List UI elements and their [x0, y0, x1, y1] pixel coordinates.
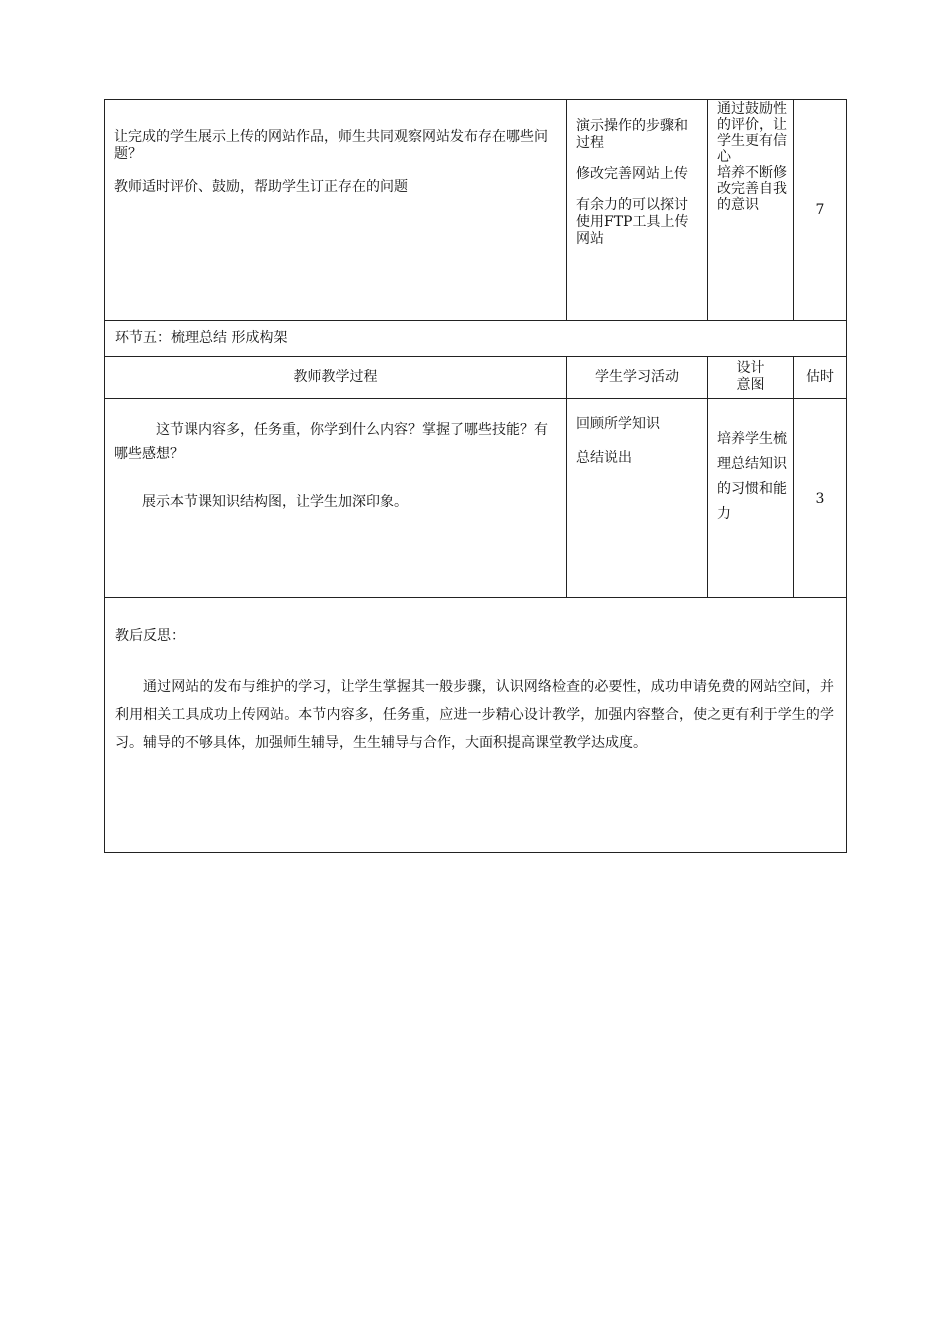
- row2-student-text-1: 回顾所学知识: [576, 416, 660, 432]
- section5-title-cell: [104, 321, 847, 357]
- row1-design-text-2: 培养不断修改完善自我的意识: [717, 165, 787, 213]
- reflection-text: 通过网站的发布与维护的学习，让学生掌握其一般步骤，认识网络检查的必要性，成功申请免费的网站空间，并利用相关工具成功上传网站。本节内容多，任务重，应进一步精心设计教学，加强内容整合，使之更有利于学生的学习。辅导的不够具体，加强师生辅导，生生辅导与合作，大面积提高课堂教学达成度。: [115, 679, 834, 751]
- row2-design-cell: [708, 399, 794, 598]
- header-time: 估时: [806, 369, 834, 385]
- row2-time-value: 3: [815, 491, 825, 507]
- row1-student-cell: [567, 99, 708, 321]
- row2-design-text: 培养学生梳理总结知识的习惯和能力: [717, 431, 787, 522]
- row2-time-cell: [794, 399, 847, 598]
- header-student-cell: [567, 357, 708, 399]
- row2-student-text-2: 总结说出: [576, 450, 632, 466]
- header-student: 学生学习活动: [595, 369, 679, 385]
- section5-title: 环节五：梳理总结 形成构架: [115, 330, 288, 346]
- row1-design-text-1: 通过鼓励性的评价，让学生更有信心: [717, 101, 787, 165]
- row1-student-text-2: 修改完善网站上传: [576, 166, 688, 182]
- header-design: 设计意图: [736, 360, 765, 393]
- row2-student-cell: [567, 399, 708, 598]
- header-design-cell: [708, 357, 794, 399]
- header-teacher: 教师教学过程: [293, 369, 378, 385]
- row1-student-text-1: 演示操作的步骤和过程: [576, 118, 688, 151]
- row2-teacher-text-2: 展示本节课知识结构图，让学生加深印象。: [142, 494, 408, 510]
- reflection-cell: [104, 598, 847, 853]
- row1-teacher-text-2: 教师适时评价、鼓励，帮助学生订正存在的问题: [114, 179, 408, 195]
- row2-teacher-text-1: 这节课内容多，任务重，你学到什么内容？掌握了哪些技能？有哪些感想？: [114, 422, 548, 462]
- row1-time-cell: [794, 99, 847, 321]
- header-time-cell: [794, 357, 847, 399]
- row1-teacher-cell: [104, 99, 567, 321]
- row1-student-text-3: 有余力的可以探讨使用FTP工具上传网站: [576, 197, 689, 247]
- row1-design-cell: [708, 99, 794, 321]
- row1-time-value: 7: [815, 202, 825, 218]
- header-teacher-cell: [104, 357, 567, 399]
- reflection-label: 教后反思：: [115, 628, 185, 644]
- row1-teacher-text-1: 让完成的学生展示上传的网站作品，师生共同观察网站发布存在哪些问题？: [114, 129, 548, 162]
- row2-teacher-cell: [104, 399, 567, 598]
